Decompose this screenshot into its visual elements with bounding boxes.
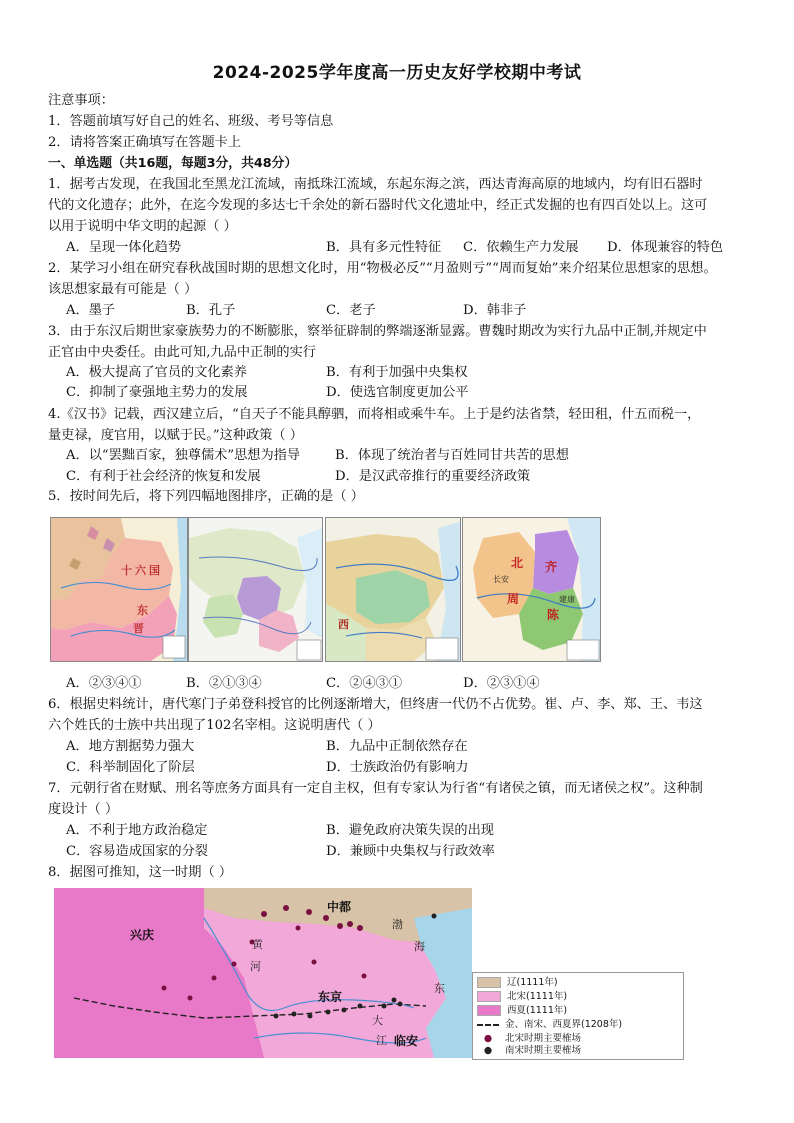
q5-map-2-graphic — [189, 518, 322, 661]
q2-option-a[interactable]: A．墨子 — [66, 303, 116, 318]
q5-map-1-label-guo: 国 — [149, 564, 160, 577]
legend-xixia-swatch — [477, 1005, 501, 1016]
legend-bs-market-dot: ● — [483, 1033, 493, 1044]
q5-map-1-label-jin: 晋 — [133, 622, 144, 635]
legend-liao-label: 辽(1111年) — [507, 977, 558, 988]
legend-beisong-label: 北宋(1111年) — [507, 991, 568, 1002]
q8-label-xingqing: 兴庆 — [130, 928, 155, 942]
q8-label-zhongdu: 中都 — [327, 900, 352, 914]
q1-stem-line3: 以用于说明中华文明的起源（ ） — [48, 219, 237, 234]
q5-option-c[interactable]: C．②④③① — [326, 676, 403, 691]
q4-option-d[interactable]: D．是汉武帝推行的重要经济政策 — [335, 469, 531, 484]
q8-map — [54, 888, 472, 1058]
q5-map-1-graphic — [51, 518, 187, 661]
legend-liao — [477, 977, 558, 989]
q6-stem-line1: 6．根据史料统计，唐代寒门子弟登科授官的比例逐渐增大，但终唐一代仍不占优势。崔、卢、李、郑、王、韦这 — [48, 697, 703, 712]
q5-map-1 — [50, 517, 188, 662]
q5-map-1-label-liu: 六 — [135, 564, 146, 577]
q5-map-4-label-changan: 长安 — [493, 575, 509, 584]
legend-ns-market-dot: ● — [483, 1045, 493, 1056]
q7-stem-line1: 7．元朝行省在财赋、刑名等庶务方面具有一定自主权，但有专家认为行省“有诸侯之镇，而无诸侯之权”。这种制 — [48, 781, 703, 796]
q1-option-b[interactable]: B．具有多元性特征 — [326, 240, 442, 255]
q4-option-c[interactable]: C．有利于社会经济的恢复和发展 — [66, 469, 261, 484]
q8-label-linan: 临安 — [394, 1034, 419, 1048]
q5-map-4-label-bei: 北 — [511, 556, 524, 570]
q6-option-a[interactable]: A．地方割据势力强大 — [66, 739, 195, 754]
legend-xixia — [477, 1005, 567, 1017]
q4-stem-line2: 量吏禄，度官用，以赋于民。”这种政策（ ） — [48, 428, 303, 443]
legend-bs-market-label: 北宋时期主要榷场 — [505, 1033, 582, 1044]
q5-map-1-label-dong: 东 — [137, 604, 148, 617]
q4-option-b[interactable]: B．体现了统治者与百姓同甘共苦的思想 — [335, 448, 569, 463]
q8-stem-line1: 8．据图可推知，这一时期（ ） — [48, 865, 233, 880]
q4-option-a[interactable]: A．以“罢黜百家，独尊儒术”思想为指导 — [66, 448, 301, 463]
notice-2: 2．请将答案正确填写在答题卡上 — [48, 135, 242, 150]
legend-xixia-label: 西夏(1111年) — [507, 1005, 568, 1016]
q3-option-a[interactable]: A．极大提高了官员的文化素养 — [66, 365, 247, 380]
q2-stem-line1: 2．某学习小组在研究春秋战国时期的思想文化时，用“物极必反”“月盈则亏”“周而复始”来介绍某位思想家的思想。 — [48, 261, 717, 276]
q5-map-3-label-xi: 西 — [338, 618, 349, 631]
q7-option-c[interactable]: C．容易造成国家的分裂 — [66, 844, 208, 859]
q6-stem-line2: 六个姓氏的士族中共出现了102名宰相。这说明唐代（ ） — [48, 718, 381, 733]
legend-ns-market — [477, 1045, 581, 1057]
q5-map-4-graphic — [463, 518, 600, 661]
q7-stem-line2: 度设计（ ） — [48, 802, 119, 817]
q5-map-4-label-chen: 陈 — [547, 608, 560, 622]
q2-stem-line2: 该思想家最有可能是（ ） — [48, 282, 198, 297]
section-heading: 一、单选题（共16题，每题3分，共48分） — [48, 156, 298, 171]
q5-map-1-label-shi: 十 — [121, 564, 132, 577]
q5-map-3 — [325, 517, 461, 662]
q1-option-c[interactable]: C．依赖生产力发展 — [463, 240, 579, 255]
q4-stem-line1: 4.《汉书》记载，西汉建立后，“自天子不能具醇驷，而将相或乘牛车。上于是约法省禁，轻田租，什五而税一， — [48, 407, 701, 422]
q3-stem-line1: 3．由于东汉后期世家豪族势力的不断膨胀，察举征辟制的弊端逐渐显露。曹魏时期改为实行九品中正制,并规定中 — [48, 324, 707, 339]
q8-label-dong: 东 — [434, 982, 445, 995]
q7-option-d[interactable]: D．兼顾中央集权与行政效率 — [326, 844, 495, 859]
legend-border — [477, 1019, 622, 1031]
q5-map-4-label-jiankang: 建康 — [559, 595, 575, 604]
q1-stem-line1: 1．据考古发现，在我国北至黑龙江流域，南抵珠江流域，东起东海之滨，西达青海高原的地域内，均有旧石器时 — [48, 177, 703, 192]
legend-beisong-swatch — [477, 991, 501, 1002]
exam-title: 2024-2025学年度高一历史友好学校期中考试 — [212, 63, 582, 83]
q8-label-hai: 海 — [414, 940, 425, 953]
q1-stem-line2: 代的文化遗存；此外，在迄今发现的多达七千余处的新石器时代文化遗址中，经正式发掘的也有四百处以上。这可 — [48, 198, 708, 213]
q5-option-b[interactable]: B．②①③④ — [186, 676, 262, 691]
notice-heading: 注意事项： — [48, 93, 114, 108]
legend-ns-market-label: 南宋时期主要榷场 — [505, 1045, 582, 1056]
q2-option-c[interactable]: C．老子 — [326, 303, 376, 318]
q6-option-c[interactable]: C．科举制固化了阶层 — [66, 760, 195, 775]
q5-stem-line1: 5．按时间先后，将下列四幅地图排序，正确的是（ ） — [48, 489, 364, 504]
legend-beisong — [477, 991, 567, 1003]
q3-stem-line2: 正官由中央委任。由此可知,九品中正制的实行 — [48, 345, 316, 360]
q3-option-c[interactable]: C．抑制了豪强地主势力的发展 — [66, 385, 248, 400]
notice-1: 1．答题前填写好自己的姓名、班级、考号等信息 — [48, 114, 334, 129]
q5-map-2 — [188, 517, 323, 662]
q7-option-a[interactable]: A．不利于地方政治稳定 — [66, 823, 208, 838]
q1-option-d[interactable]: D．体现兼容的特色 — [607, 240, 724, 255]
q5-map-3-graphic — [326, 518, 460, 661]
q1-option-a[interactable]: A．呈现一体化趋势 — [66, 240, 182, 255]
legend-border-line — [477, 1024, 499, 1026]
q8-label-he: 河 — [250, 960, 261, 973]
q8-map-legend — [472, 972, 684, 1060]
q5-map-4-label-qi: 齐 — [545, 560, 558, 574]
q8-label-bo: 渤 — [392, 918, 403, 931]
legend-border-label: 金、南宋、西夏界(1208年) — [505, 1019, 623, 1030]
q6-option-b[interactable]: B．九品中正制依然存在 — [326, 739, 468, 754]
q3-option-d[interactable]: D．使选官制度更加公平 — [326, 385, 469, 400]
q5-map-4 — [462, 517, 601, 662]
q8-label-dongjing: 东京 — [318, 990, 343, 1004]
q2-option-d[interactable]: D．韩非子 — [463, 303, 527, 318]
q8-label-huang: 黄 — [252, 938, 263, 951]
legend-bs-market — [477, 1033, 581, 1045]
q2-option-b[interactable]: B．孔子 — [186, 303, 236, 318]
q5-map-4-label-zhou: 周 — [507, 592, 520, 606]
q6-option-d[interactable]: D．士族政治仍有影响力 — [326, 760, 469, 775]
q5-option-a[interactable]: A．②③④① — [66, 676, 142, 691]
q8-label-da: 大 — [372, 1014, 383, 1027]
legend-liao-swatch — [477, 977, 501, 988]
q7-option-b[interactable]: B．避免政府决策失误的出现 — [326, 823, 494, 838]
q5-option-d[interactable]: D．②③①④ — [463, 676, 540, 691]
q8-label-jiang: 江 — [376, 1034, 387, 1047]
q3-option-b[interactable]: B．有利于加强中央集权 — [326, 365, 468, 380]
